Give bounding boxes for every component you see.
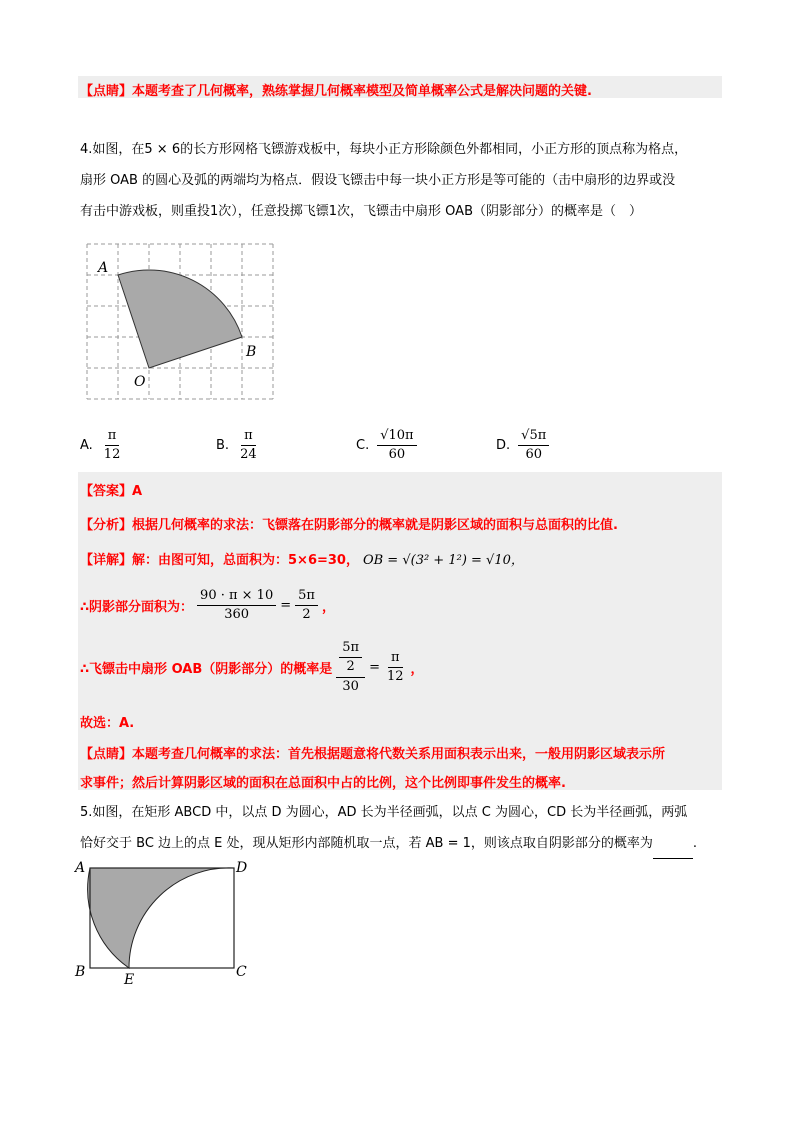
q5-line2: 恰好交于 BC 边上的点 E 处，现从矩形内部随机取一点，若 AB = 1，则该点取自阴影部分的概率为 . [80, 829, 697, 859]
solution-area-result: $\frac{5\pi}{2}$ [295, 588, 318, 623]
q4-option-d[interactable] [496, 428, 549, 463]
q5-shaded-region [88, 868, 234, 968]
q4-option-c-letter: C. [356, 438, 370, 453]
solution-point-line1: 【点睛】本题考查几何概率的求法：首先根据题意将代数关系用面积表示出来，一般用阴影区域表示所 [80, 747, 666, 762]
solution-choose: 故选：A. [80, 716, 135, 731]
top-note [80, 80, 592, 99]
solution-area-fraction: $\frac{90 \cdot \pi \times 10}{360}$ [197, 588, 276, 623]
q4-option-c[interactable] [356, 428, 417, 463]
q4-option-d-letter: D. [496, 438, 511, 453]
solution-probability: ∴飞镖击中扇形 OAB（阴影部分）的概率是 $\frac{\frac{5\pi}{2}}{30}$ = $\frac{\pi}{12}$ ， [80, 640, 424, 694]
q5-answer-blank[interactable] [653, 844, 693, 859]
q4-option-b[interactable] [216, 428, 260, 463]
q5-label-b: B [75, 964, 86, 980]
q4-label-b: B [246, 344, 257, 360]
q5-label-e: E [124, 972, 135, 988]
q5-line2-text: 恰好交于 BC 边上的点 E 处，现从矩形内部随机取一点，若 AB = 1，则该点取自阴影部分的概率为 [80, 836, 653, 851]
solution-ob-eq: OB = √(3² + 1²) = √10， [362, 553, 524, 568]
solution-prob-fraction: $\frac{\frac{5\pi}{2}}{30}$ [336, 640, 365, 695]
q4-grid-figure [84, 240, 284, 405]
solution-point-line2: 求事件；然后计算阴影区域的面积在总面积中占的比例，这个比例即事件发生的概率. [80, 776, 566, 791]
q5-rectangle-figure [72, 858, 262, 988]
q4-line1: 4.如图，在5 × 6的长方形网格飞镖游戏板中，每块小正方形除颜色外都相同，小正方形的顶点称为格点， [80, 142, 688, 157]
q4-option-b-letter: B. [216, 438, 230, 453]
solution-answer: 【答案】A [80, 484, 143, 499]
q4-option-a-letter: A. [80, 438, 93, 453]
q4-line3: 有击中游戏板，则重投1次），任意投掷飞镖1次，飞镖击中扇形 OAB（阴影部分）的概率是（ ） [80, 204, 642, 219]
q4-option-a-fraction: $\frac{\pi}{12}$ [103, 428, 121, 462]
q4-line2: 扇形 OAB 的圆心及弧的两端均为格点．假设飞镖击中每一块小正方形是等可能的（击中扇形的边界或没 [80, 173, 676, 188]
q4-option-a[interactable] [80, 428, 123, 463]
top-note-text: 本题考查了几何概率，熟练掌握几何概率模型及简单概率公式是解决问题的关键. [132, 84, 592, 99]
q4-label-a: A [98, 260, 109, 276]
top-note-tag: 【点睛】 [80, 84, 133, 99]
q4-option-b-fraction: $\frac{\pi}{24}$ [240, 428, 257, 462]
q4-label-o: O [134, 374, 146, 390]
solution-analysis: 【分析】根据几何概率的求法：飞镖落在阴影部分的概率就是阴影区域的面积与总面积的比值. [80, 518, 618, 533]
solution-prob-label: ∴飞镖击中扇形 OAB（阴影部分）的概率是 [80, 662, 333, 677]
solution-detail-prefix: 【详解】解：由图可知，总面积为：5×6=30， [80, 553, 359, 568]
q5-label-a: A [75, 860, 86, 876]
q5-label-c: C [236, 964, 247, 980]
q4-shaded-sector [118, 270, 242, 368]
solution-area-label: ∴阴影部分面积为： [80, 600, 194, 615]
q4-option-d-fraction: $\frac{√5\pi}{60}$ [518, 428, 549, 463]
q4-option-c-fraction: $\frac{√10\pi}{60}$ [377, 428, 416, 463]
q5-label-d: D [236, 860, 248, 876]
q5-line1: 5.如图，在矩形 ABCD 中，以点 D 为圆心，AD 长为半径画弧，以点 C 为圆心，CD 长为半径画弧，两弧 [80, 805, 688, 820]
solution-detail [80, 549, 524, 568]
solution-area: ∴阴影部分面积为： $\frac{90 \cdot \pi \times 10}{360}$ = $\frac{5\pi}{2}$ ， [80, 588, 335, 622]
solution-prob-result: $\frac{\pi}{12}$ [386, 650, 404, 684]
